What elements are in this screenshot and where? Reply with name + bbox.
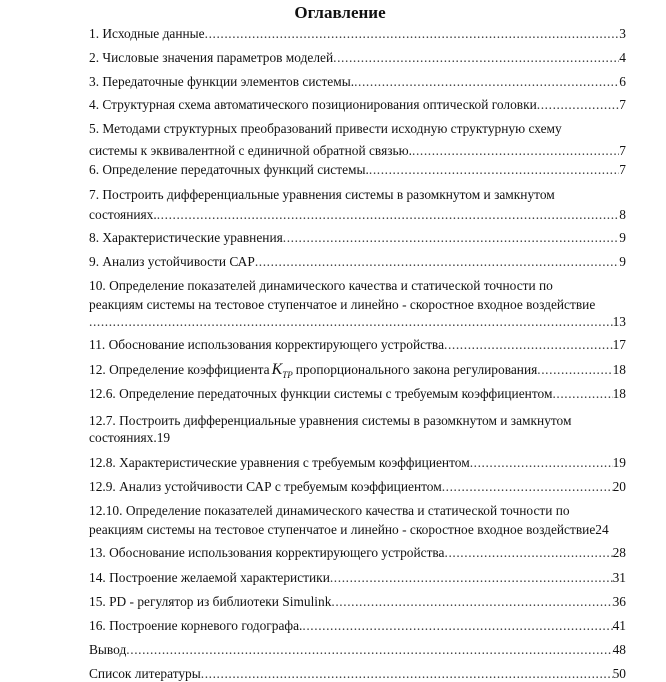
toc-entry-line[interactable] <box>89 593 626 610</box>
dot-leader <box>552 385 612 402</box>
toc-entry-text: 12.8. Характеристические уравнения с требуемым коэффициентом <box>89 455 470 470</box>
toc-entry-line[interactable] <box>89 229 626 246</box>
toc-entry-line[interactable] <box>89 641 626 658</box>
toc-entry-text: Список литературы <box>89 666 201 681</box>
dot-leader <box>537 96 620 113</box>
toc-entry-text: 12.7. Построить дифференциальные уравнения системы в разомкнутом и замкнутом <box>89 413 572 428</box>
dot-leader <box>445 544 613 561</box>
toc-entry-line[interactable] <box>89 617 626 634</box>
toc-page-number: 18 <box>612 362 626 377</box>
toc-page-number: 19 <box>612 455 626 470</box>
toc-page-number: 28 <box>612 545 626 560</box>
toc-page-number: 7 <box>619 162 626 177</box>
toc-entry-line[interactable] <box>89 429 626 446</box>
dot-leader <box>444 336 613 353</box>
toc-entry-text: 9. Анализ устойчивости САР <box>89 254 255 269</box>
toc-entry-line[interactable] <box>89 161 626 178</box>
dot-leader <box>442 478 613 495</box>
toc-entry-text: 7. Построить дифференциальные уравнения системы в разомкнутом и замкнутом <box>89 187 555 202</box>
toc-entry-line[interactable] <box>89 206 626 223</box>
dot-leader <box>201 665 613 682</box>
toc-page-number: 19 <box>156 430 171 445</box>
toc-entry-text: 12.10. Определение показателей динамического качества и статической точности по <box>89 503 570 518</box>
formula-subscript: ТР <box>282 370 293 381</box>
formula-symbol: K <box>271 361 283 378</box>
toc-page-number: 31 <box>612 570 626 585</box>
toc-page-number: 4 <box>619 50 626 65</box>
toc-entry-line[interactable] <box>89 385 626 402</box>
toc-entry-line[interactable] <box>89 336 626 353</box>
toc-entry-line[interactable] <box>89 544 626 561</box>
toc-entry-line[interactable] <box>89 49 626 66</box>
toc-entry-text: 5. Методами структурных преобразований привести исходную структурную схему <box>89 121 562 136</box>
toc-page-number: 17 <box>612 337 626 352</box>
toc-entry-line[interactable] <box>89 569 626 586</box>
dot-leader <box>126 641 612 658</box>
toc-page-number: 13 <box>612 314 626 329</box>
dot-leader <box>369 161 619 178</box>
toc-entry-text: 14. Построение желаемой характеристики <box>89 570 330 585</box>
toc-entry-text: 16. Построение корневого годографа. <box>89 618 303 633</box>
dot-leader <box>283 229 620 246</box>
toc-page-number: 3 <box>619 26 626 41</box>
toc-entry-line[interactable] <box>89 454 626 471</box>
toc-entry-line[interactable] <box>89 521 626 538</box>
dot-leader <box>331 593 612 610</box>
toc-entry-line[interactable] <box>89 296 626 313</box>
toc-entry-text: реакциям системы на тестовое ступенчатое и линейно - скоростное входное воздействие <box>89 297 596 312</box>
toc-entry-text: состояниях. <box>89 207 157 222</box>
dot-leader <box>89 313 613 330</box>
dot-leader <box>354 73 619 90</box>
toc-title: Оглавление <box>294 3 386 22</box>
toc-page-number: 7 <box>619 143 626 158</box>
toc-entry-text: 6. Определение передаточных функций системы. <box>89 162 369 177</box>
dot-leader <box>537 361 612 378</box>
dot-leader <box>470 454 613 471</box>
toc-page-number: 41 <box>612 618 626 633</box>
dot-leader <box>157 206 620 223</box>
toc-entry-text: 11. Обоснование использования корректирующего устройства <box>89 337 445 352</box>
dot-leader <box>255 253 619 270</box>
toc-entry-text: 4. Структурная схема автоматического позиционирования оптической головки <box>89 97 537 112</box>
toc-entry-line[interactable] <box>89 502 626 519</box>
toc-entry-text-continued: пропорционального закона регулирования <box>295 362 538 377</box>
toc-page-number: 6 <box>619 74 626 89</box>
toc-entry-text: 2. Числовые значения параметров моделей <box>89 50 334 65</box>
coefficient-formula <box>271 361 293 381</box>
toc-entry-line[interactable] <box>89 253 626 270</box>
toc-page-number: 20 <box>612 479 626 494</box>
toc-entry-line[interactable] <box>89 120 626 137</box>
dot-leader <box>330 569 613 586</box>
toc-entry-text: 12. Определение коэффициента <box>89 362 270 377</box>
dot-leader <box>302 617 612 634</box>
toc-entry-text: Вывод <box>89 642 127 657</box>
toc-entry-text: 8. Характеристические уравнения <box>89 230 283 245</box>
toc-entry-line[interactable] <box>89 73 626 90</box>
toc-entry-line[interactable] <box>89 96 626 113</box>
toc-page-number: 50 <box>612 666 626 681</box>
toc-entry-text: 1. Исходные данные <box>89 26 205 41</box>
toc-entry-text: системы к эквивалентной с единичной обратной связью. <box>89 143 412 158</box>
toc-entry-line[interactable] <box>89 142 626 159</box>
toc-page-number: 8 <box>619 207 626 222</box>
toc-entry-line[interactable] <box>89 478 626 495</box>
toc-page-number: 7 <box>619 97 626 112</box>
toc-entry-line[interactable] <box>89 665 626 682</box>
toc-entry-line[interactable] <box>89 186 626 203</box>
toc-page-number: 18 <box>612 386 626 401</box>
toc-entry-line[interactable] <box>89 277 626 294</box>
dot-leader <box>205 25 620 42</box>
toc-page-number: 24 <box>595 522 609 537</box>
toc-entry-line[interactable] <box>89 361 626 381</box>
toc-entry-text: реакциям системы на тестовое ступенчатое и линейно - скоростное входное воздействие <box>89 522 596 537</box>
toc-entry-text: состояниях. <box>89 430 157 445</box>
toc-entry-text: 12.6. Определение передаточных функции системы с требуемым коэффициентом <box>89 386 553 401</box>
dot-leader <box>333 49 619 66</box>
dot-leader <box>412 142 619 159</box>
toc-entry-line[interactable] <box>89 25 626 42</box>
toc-entry-text: 3. Передаточные функции элементов системы. <box>89 74 355 89</box>
toc-entry-text: 10. Определение показателей динамического качества и статической точности по <box>89 278 553 293</box>
toc-entry-text: 12.9. Анализ устойчивости САР с требуемым коэффициентом <box>89 479 442 494</box>
toc-page-number: 9 <box>619 254 626 269</box>
toc-entry-text: 15. PD - регулятор из библиотеки Simulink <box>89 594 332 609</box>
toc-entry-text: 13. Обоснование использования корректирующего устройства <box>89 545 445 560</box>
toc-entry-line[interactable] <box>89 313 626 330</box>
toc-page-number: 9 <box>619 230 626 245</box>
toc-page-number: 48 <box>612 642 626 657</box>
toc-page-number: 36 <box>612 594 626 609</box>
toc-entry-line[interactable] <box>89 412 626 429</box>
